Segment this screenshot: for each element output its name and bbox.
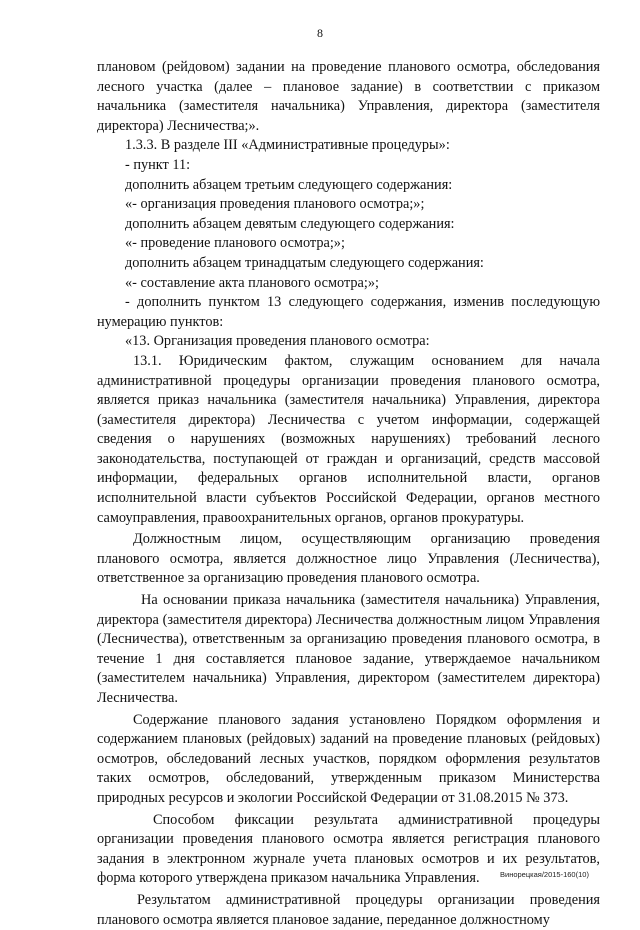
paragraph: - дополнить пунктом 13 следующего содержания, изменив последующую нумерацию пунктов:: [97, 294, 600, 330]
paragraph: дополнить абзацем тринадцатым следующего содержания:: [125, 254, 484, 271]
paragraph: Должностным лицом, осуществляющим организацию проведения планового осмотра, является должностное лицо Управления (Лесничества), ответственное за организацию проведения планового осмотра.: [97, 531, 600, 587]
paragraph: «- организация проведения планового осмотра;»;: [125, 196, 425, 213]
paragraph: плановом (рейдовом) задании на проведение планового осмотра, обследования лесного участка (далее – плановое задание) в соответствии с приказом начальника (заместителя начальника) Управления, директора (заместителя директора) Лесничества;».: [97, 59, 600, 134]
paragraph: - пункт 11:: [125, 156, 191, 173]
paragraph: Способом фиксации результата административной процедуры организации проведения планового осмотра является регистрация планового задания в электронном журнале учета плановых осмотров и их результатов, форма которого утверждена приказом начальника Управления.: [97, 811, 600, 887]
document-body: [97, 58, 600, 930]
paragraph: На основании приказа начальника (заместителя начальника) Управления, директора (заместителя директора) Лесничества должностным лицом Управления (Лесничества), ответственным за организацию проведения планового осмотра, в течение 1 дня составляется плановое задание, утверждаемое начальником (заместителем начальника) Управления, директором (заместителем директора) Лесничества.: [97, 592, 600, 706]
page-number: 8: [317, 26, 323, 40]
document-code: Винорецкая/2015-160(10): [500, 870, 589, 879]
paragraph: «13. Организация проведения планового осмотра:: [125, 333, 430, 350]
paragraph: 1.3.3. В разделе III «Административные процедуры»:: [125, 137, 450, 154]
paragraph: 13.1. Юридическим фактом, служащим основанием для начала административной процедуры организации проведения планового осмотра, является приказ начальника (заместителя начальника) Управления, директора (заместителя директора) Лесничества с учетом информации, содержащей сведения о нарушениях (возможных нарушениях) требований лесного законодательства, поступающей от граждан и организаций, средств массовой информации, федеральных органов исполнительной власти, органов исполнительной власти субъектов Российской Федерации, органов местного самоуправления, правоохранительных органов, органов прокуратуры.: [97, 352, 600, 526]
paragraph: дополнить абзацем девятым следующего содержания:: [125, 215, 455, 232]
paragraph: дополнить абзацем третьим следующего содержания:: [125, 176, 453, 193]
paragraph: Содержание планового задания установлено Порядком оформления и содержанием плановых (рейдовых) заданий на проведение плановых (рейдовых) осмотров, обследований лесных участков, порядком оформления результатов таких осмотров, обследований, утвержденным приказом Министерства природных ресурсов и экологии Российской Федерации от 31.08.2015 № 373.: [97, 711, 600, 806]
paragraph: «- проведение планового осмотра;»;: [125, 235, 345, 252]
paragraph: Результатом административной процедуры организации проведения планового осмотра является плановое задание, переданное должностному: [97, 891, 600, 928]
paragraph: «- составление акта планового осмотра;»;: [125, 274, 379, 291]
